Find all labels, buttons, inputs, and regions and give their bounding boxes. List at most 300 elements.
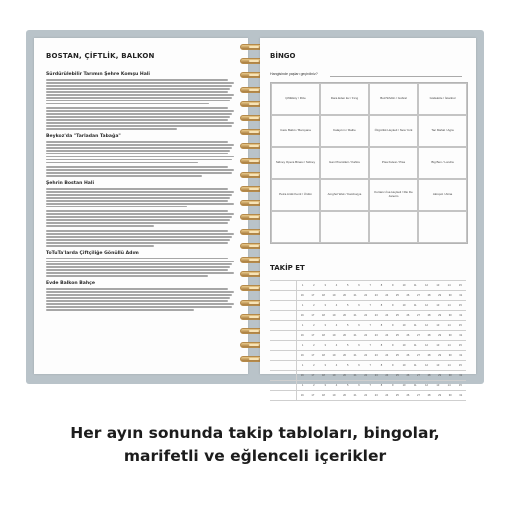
takip-day-cell[interactable]: 20 bbox=[343, 334, 346, 337]
takip-row-label[interactable] bbox=[270, 311, 297, 320]
takip-day-cell[interactable]: 26 bbox=[406, 314, 410, 317]
text-line bbox=[46, 222, 228, 224]
takip-day-cell[interactable]: 15 bbox=[458, 384, 462, 387]
text-line bbox=[46, 144, 234, 146]
takip-day-cell[interactable]: 29 bbox=[438, 294, 442, 297]
takip-day-cell[interactable]: 17 bbox=[311, 294, 315, 297]
takip-day-cell[interactable]: 12 bbox=[425, 284, 428, 287]
takip-day-cell[interactable]: 16 bbox=[300, 334, 304, 337]
takip-day-cell[interactable]: 14 bbox=[447, 324, 451, 327]
bingo-question: Hangisinde yaşları geçirdiniz? bbox=[270, 72, 318, 76]
takip-day-cell[interactable]: 30 bbox=[448, 334, 452, 337]
takip-day-cell[interactable]: 29 bbox=[438, 314, 442, 317]
takip-day-cell[interactable]: 2 bbox=[313, 344, 315, 347]
takip-day-cell[interactable]: 15 bbox=[458, 364, 462, 367]
takip-day-cell[interactable]: 20 bbox=[343, 374, 346, 377]
takip-day-cell[interactable]: 6 bbox=[358, 364, 360, 367]
takip-day-cell[interactable]: 4 bbox=[335, 344, 338, 347]
takip-day-cell[interactable]: 5 bbox=[346, 364, 349, 367]
takip-day-cell[interactable]: 15 bbox=[458, 304, 462, 307]
section-heading: Şehrin Bostan Hali bbox=[46, 180, 95, 186]
takip-day-cell[interactable]: 21 bbox=[353, 314, 357, 317]
takip-day-cell[interactable]: 9 bbox=[392, 324, 394, 327]
paragraph bbox=[46, 166, 236, 177]
bingo-cell[interactable]: Kalaycım / Raihe bbox=[320, 115, 369, 147]
takip-day-cell[interactable]: 10 bbox=[402, 284, 406, 287]
takip-day-cell[interactable]: 7 bbox=[369, 284, 371, 287]
takip-day-cell[interactable]: 28 bbox=[427, 394, 431, 397]
takip-day-cell[interactable]: 18 bbox=[321, 374, 325, 377]
text-line bbox=[46, 97, 232, 99]
text-line bbox=[46, 203, 234, 205]
takip-day-cell[interactable]: 23 bbox=[374, 314, 378, 317]
takip-day-cell[interactable]: 13 bbox=[436, 284, 440, 287]
section-heading: Sürdürülebilir Tarımın Şehre Komşu Hali bbox=[46, 72, 151, 77]
takip-day-cell[interactable]: 8 bbox=[380, 284, 383, 287]
text-line bbox=[46, 119, 228, 121]
takip-day-cell[interactable]: 5 bbox=[346, 384, 349, 387]
text-line bbox=[46, 230, 228, 232]
takip-day-cell[interactable]: 1 bbox=[301, 284, 304, 287]
takip-day-cell[interactable]: 8 bbox=[380, 344, 383, 347]
takip-row-label[interactable] bbox=[270, 371, 297, 380]
takip-day-cell[interactable]: 22 bbox=[364, 394, 368, 397]
takip-day-cell[interactable]: 8 bbox=[380, 364, 383, 367]
bingo-cell[interactable]: Buz/Sihölin / Gubral bbox=[369, 83, 418, 115]
paragraph bbox=[46, 188, 236, 208]
takip-day-cell[interactable]: 24 bbox=[385, 354, 389, 357]
takip-day-cell[interactable]: 8 bbox=[380, 304, 383, 307]
takip-day-cell[interactable]: 30 bbox=[448, 354, 452, 357]
text-line bbox=[46, 85, 232, 87]
bingo-cell[interactable]: Akropol / Atina bbox=[418, 179, 467, 211]
text-line bbox=[46, 200, 228, 202]
text-line bbox=[46, 88, 230, 90]
takip-day-cell[interactable]: 16 bbox=[300, 294, 304, 297]
takip-day-cell[interactable]: 11 bbox=[413, 324, 417, 327]
takip-day-cell[interactable]: 26 bbox=[406, 334, 410, 337]
takip-day-cell[interactable]: 21 bbox=[353, 334, 357, 337]
bingo-cell[interactable]: Güdeköle / İstanbul bbox=[418, 83, 467, 115]
takip-row bbox=[270, 280, 466, 290]
paragraph bbox=[46, 258, 236, 278]
text-line bbox=[46, 269, 228, 271]
takip-row bbox=[270, 370, 466, 380]
takip-day-cell[interactable]: 12 bbox=[425, 344, 428, 347]
takip-day-cell[interactable]: 19 bbox=[332, 314, 336, 317]
left-page-body bbox=[46, 68, 236, 314]
takip-day-cell[interactable]: 1 bbox=[301, 364, 304, 367]
takip-day-cell[interactable]: 25 bbox=[395, 314, 399, 317]
takip-day-cell[interactable]: 13 bbox=[436, 384, 440, 387]
paragraph bbox=[46, 288, 236, 310]
text-line bbox=[46, 82, 234, 84]
takip-day-cell[interactable]: 31 bbox=[459, 374, 463, 377]
text-line bbox=[46, 107, 228, 109]
takip-row-label[interactable] bbox=[270, 281, 297, 290]
takip-day-cell[interactable]: 25 bbox=[395, 354, 399, 357]
takip-day-cell[interactable]: 18 bbox=[321, 314, 325, 317]
takip-day-cell[interactable]: 29 bbox=[438, 394, 442, 397]
takip-day-cell[interactable]: 28 bbox=[427, 334, 431, 337]
takip-row-label[interactable] bbox=[270, 341, 297, 350]
takip-day-cell[interactable]: 3 bbox=[324, 304, 326, 307]
takip-day-cell[interactable]: 26 bbox=[406, 394, 410, 397]
takip-day-cell[interactable]: 15 bbox=[458, 344, 462, 347]
takip-day-cell[interactable]: 1 bbox=[301, 384, 304, 387]
text-line bbox=[46, 156, 234, 158]
takip-day-cell[interactable]: 13 bbox=[436, 324, 440, 327]
text-line bbox=[46, 91, 228, 93]
text-line bbox=[46, 206, 187, 208]
bingo-cell[interactable]: Petra Antik Kenti / Ürdün bbox=[271, 179, 320, 211]
takip-day-cell[interactable]: 2 bbox=[313, 384, 315, 387]
takip-row-label[interactable] bbox=[270, 351, 297, 360]
takip-day-cell[interactable]: 9 bbox=[392, 364, 394, 367]
takip-day-cell[interactable]: 29 bbox=[438, 374, 442, 377]
takip-day-cell[interactable]: 30 bbox=[448, 394, 452, 397]
bingo-cell[interactable]: Kurtarıcı İsa Heykeli / Rio De Janeiro bbox=[369, 179, 418, 211]
section-heading: Evde Balkon Bahçe bbox=[46, 281, 95, 287]
takip-day-cell[interactable]: 24 bbox=[385, 374, 389, 377]
takip-day-cell[interactable]: 11 bbox=[413, 364, 417, 367]
bingo-cell[interactable]: Cacu Baltıtı / Bamyana bbox=[271, 115, 320, 147]
takip-day-cell[interactable]: 28 bbox=[427, 374, 431, 377]
takip-day-cell[interactable]: 21 bbox=[353, 394, 357, 397]
takip-day-cell[interactable]: 15 bbox=[458, 284, 462, 287]
takip-day-cell[interactable]: 18 bbox=[321, 294, 325, 297]
text-line bbox=[46, 210, 228, 212]
text-line bbox=[46, 263, 232, 265]
takip-day-cell[interactable]: 9 bbox=[392, 344, 394, 347]
takip-day-cell[interactable]: 13 bbox=[436, 304, 440, 307]
takip-day-cell[interactable]: 23 bbox=[374, 354, 378, 357]
takip-day-cell[interactable]: 17 bbox=[311, 314, 315, 317]
paragraph bbox=[46, 230, 236, 247]
takip-day-cell[interactable]: 1 bbox=[301, 304, 304, 307]
takip-row-label[interactable] bbox=[270, 291, 297, 300]
bingo-cell[interactable] bbox=[271, 211, 320, 243]
takip-day-cell[interactable]: 3 bbox=[324, 364, 326, 367]
takip-day-cell[interactable]: 4 bbox=[335, 304, 338, 307]
takip-day-cell[interactable]: 31 bbox=[459, 334, 463, 337]
bingo-cell[interactable] bbox=[369, 211, 418, 243]
takip-day-cell[interactable]: 11 bbox=[413, 304, 417, 307]
text-line bbox=[46, 116, 230, 118]
text-line bbox=[46, 300, 228, 302]
text-line bbox=[46, 110, 234, 112]
takip-day-cell[interactable]: 26 bbox=[406, 374, 410, 377]
takip-day-cell[interactable]: 6 bbox=[358, 344, 360, 347]
takip-day-cell[interactable]: 23 bbox=[374, 374, 378, 377]
takip-day-cell[interactable]: 10 bbox=[402, 384, 406, 387]
takip-day-cell[interactable]: 19 bbox=[332, 294, 336, 297]
takip-day-cell[interactable]: 10 bbox=[402, 364, 406, 367]
takip-day-cell[interactable]: 14 bbox=[447, 364, 451, 367]
paragraph bbox=[46, 141, 236, 163]
takip-day-cell[interactable]: 19 bbox=[332, 394, 336, 397]
takip-day-cell[interactable]: 3 bbox=[324, 324, 326, 327]
takip-day-cell[interactable]: 5 bbox=[346, 284, 349, 287]
takip-day-cell[interactable]: 28 bbox=[427, 354, 431, 357]
takip-day-cell[interactable]: 23 bbox=[374, 294, 378, 297]
takip-day-cell[interactable]: 4 bbox=[335, 364, 338, 367]
bingo-cell[interactable]: Çiftlikköy / Rize bbox=[271, 83, 320, 115]
takip-day-cell[interactable]: 18 bbox=[321, 354, 325, 357]
takip-title: TAKİP ET bbox=[270, 264, 305, 272]
bingo-cell[interactable]: Pisa Kulesi / Pisa bbox=[369, 147, 418, 179]
takip-day-cell[interactable]: 6 bbox=[358, 284, 360, 287]
text-line bbox=[46, 261, 234, 263]
takip-day-cell[interactable]: 2 bbox=[313, 284, 315, 287]
takip-day-cell[interactable]: 1 bbox=[301, 324, 304, 327]
takip-day-cell[interactable]: 10 bbox=[402, 324, 406, 327]
takip-row bbox=[270, 380, 466, 390]
takip-day-cell[interactable]: 22 bbox=[364, 334, 368, 337]
takip-day-cell[interactable]: 15 bbox=[458, 324, 462, 327]
takip-day-cell[interactable]: 24 bbox=[385, 314, 389, 317]
bingo-answer-line bbox=[330, 76, 462, 77]
takip-day-cell[interactable]: 20 bbox=[343, 354, 346, 357]
text-line bbox=[46, 266, 230, 268]
takip-day-cell[interactable]: 24 bbox=[385, 334, 389, 337]
takip-day-cell[interactable]: 22 bbox=[364, 374, 368, 377]
takip-day-cell[interactable]: 24 bbox=[385, 394, 389, 397]
takip-day-cell[interactable]: 30 bbox=[448, 314, 452, 317]
takip-day-cell[interactable]: 2 bbox=[313, 304, 315, 307]
text-line bbox=[46, 294, 232, 296]
bingo-cell[interactable] bbox=[418, 211, 467, 243]
takip-row bbox=[270, 300, 466, 310]
takip-row-label[interactable] bbox=[270, 391, 297, 400]
takip-row bbox=[270, 350, 466, 360]
takip-row bbox=[270, 310, 466, 320]
paragraph bbox=[46, 107, 236, 129]
caption-line-2: marifetli ve eğlenceli içerikler bbox=[123, 447, 387, 465]
left-page-title: BOSTAN, ÇİFTLİK, BALKON bbox=[46, 52, 155, 60]
takip-day-cell[interactable]: 29 bbox=[438, 354, 442, 357]
bingo-title: BİNGO bbox=[270, 52, 296, 60]
takip-day-cell[interactable]: 11 bbox=[413, 384, 417, 387]
takip-day-cell[interactable]: 4 bbox=[335, 284, 338, 287]
takip-table bbox=[270, 280, 466, 401]
takip-day-cell[interactable]: 8 bbox=[380, 324, 383, 327]
bingo-cell[interactable]: Gan Piramitleri / Kahire bbox=[320, 147, 369, 179]
takip-day-cell[interactable]: 14 bbox=[447, 384, 451, 387]
takip-day-cell[interactable]: 9 bbox=[392, 304, 394, 307]
takip-day-cell[interactable]: 2 bbox=[313, 364, 315, 367]
takip-day-cell[interactable]: 23 bbox=[374, 334, 378, 337]
text-line bbox=[46, 159, 232, 161]
takip-day-cell[interactable]: 7 bbox=[369, 384, 371, 387]
takip-day-cell[interactable]: 12 bbox=[425, 384, 428, 387]
takip-day-cell[interactable]: 12 bbox=[425, 364, 428, 367]
takip-day-cell[interactable]: 25 bbox=[395, 374, 399, 377]
takip-day-cell[interactable]: 13 bbox=[436, 364, 440, 367]
bingo-cell[interactable] bbox=[320, 211, 369, 243]
takip-day-cell[interactable]: 31 bbox=[459, 294, 463, 297]
left-page bbox=[34, 38, 248, 374]
takip-day-cell[interactable]: 30 bbox=[448, 374, 452, 377]
text-line bbox=[46, 239, 230, 241]
section-heading: Beykoz'da "Tarladan Tabağa" bbox=[46, 133, 121, 139]
takip-day-cell[interactable]: 25 bbox=[395, 334, 399, 337]
bingo-cell[interactable]: Dara Eden Ev / Fırıg bbox=[320, 83, 369, 115]
text-line bbox=[46, 94, 234, 96]
takip-day-cell[interactable]: 4 bbox=[335, 384, 338, 387]
takip-day-cell[interactable]: 19 bbox=[332, 334, 336, 337]
takip-day-cell[interactable]: 31 bbox=[459, 314, 463, 317]
text-line bbox=[46, 153, 228, 155]
text-line bbox=[46, 125, 232, 127]
takip-day-cell[interactable]: 4 bbox=[335, 324, 338, 327]
takip-day-cell[interactable]: 7 bbox=[369, 364, 371, 367]
text-line bbox=[46, 191, 234, 193]
takip-row bbox=[270, 320, 466, 330]
takip-day-cell[interactable]: 17 bbox=[311, 374, 315, 377]
takip-day-cell[interactable]: 16 bbox=[300, 314, 304, 317]
takip-day-cell[interactable]: 3 bbox=[324, 384, 326, 387]
takip-day-cell[interactable]: 22 bbox=[364, 314, 368, 317]
takip-day-cell[interactable]: 9 bbox=[392, 284, 394, 287]
takip-day-cell[interactable]: 20 bbox=[343, 314, 346, 317]
text-line bbox=[46, 258, 228, 260]
takip-day-cell[interactable]: 25 bbox=[395, 294, 399, 297]
takip-day-cell[interactable]: 13 bbox=[436, 344, 440, 347]
takip-day-cell[interactable]: 27 bbox=[417, 294, 420, 297]
takip-day-cell[interactable]: 8 bbox=[380, 384, 383, 387]
takip-day-cell[interactable]: 27 bbox=[417, 394, 420, 397]
takip-day-cell[interactable]: 12 bbox=[425, 304, 428, 307]
text-line bbox=[46, 297, 230, 299]
text-line bbox=[46, 219, 230, 221]
text-line bbox=[46, 150, 230, 152]
text-line bbox=[46, 288, 228, 290]
takip-row-label[interactable] bbox=[270, 331, 297, 340]
takip-day-cell[interactable]: 2 bbox=[313, 324, 315, 327]
text-line bbox=[46, 128, 177, 130]
text-line bbox=[46, 225, 154, 227]
takip-day-cell[interactable]: 21 bbox=[353, 294, 357, 297]
bingo-cell[interactable]: Amghol Wek / Kambuçya bbox=[320, 179, 369, 211]
takip-day-cell[interactable]: 9 bbox=[392, 384, 394, 387]
takip-day-cell[interactable]: 22 bbox=[364, 294, 368, 297]
takip-day-cell[interactable]: 21 bbox=[353, 374, 357, 377]
takip-day-cell[interactable]: 11 bbox=[413, 344, 417, 347]
text-line bbox=[46, 166, 228, 168]
takip-day-cell[interactable]: 20 bbox=[343, 394, 346, 397]
bingo-grid bbox=[270, 82, 468, 244]
takip-day-cell[interactable]: 1 bbox=[301, 344, 304, 347]
caption-line-1: Her ayın sonunda takip tabloları, bingolar, bbox=[70, 424, 440, 442]
bingo-cell[interactable]: Sidney Opera Binası / Sidney bbox=[271, 147, 320, 179]
takip-day-cell[interactable]: 28 bbox=[427, 314, 431, 317]
takip-day-cell[interactable]: 27 bbox=[417, 374, 420, 377]
takip-day-cell[interactable]: 17 bbox=[311, 394, 315, 397]
takip-row-label[interactable] bbox=[270, 361, 297, 370]
takip-day-cell[interactable]: 7 bbox=[369, 324, 371, 327]
takip-day-cell[interactable]: 14 bbox=[447, 304, 451, 307]
text-line bbox=[46, 309, 194, 311]
text-line bbox=[46, 216, 232, 218]
takip-day-cell[interactable]: 7 bbox=[369, 304, 371, 307]
text-line bbox=[46, 162, 198, 164]
takip-day-cell[interactable]: 5 bbox=[346, 304, 349, 307]
takip-day-cell[interactable]: 24 bbox=[385, 294, 389, 297]
right-page bbox=[260, 38, 476, 397]
takip-day-cell[interactable]: 26 bbox=[406, 294, 410, 297]
takip-day-cell[interactable]: 28 bbox=[427, 294, 431, 297]
bingo-cell[interactable]: Özgürlük Heykeli / New York bbox=[369, 115, 418, 147]
takip-day-cell[interactable]: 21 bbox=[353, 354, 357, 357]
text-line bbox=[46, 188, 228, 190]
takip-day-cell[interactable]: 17 bbox=[311, 354, 315, 357]
takip-day-cell[interactable]: 6 bbox=[358, 324, 360, 327]
caption bbox=[0, 422, 510, 468]
takip-day-cell[interactable]: 17 bbox=[311, 334, 315, 337]
bingo-cell[interactable]: Big Ben / Londra bbox=[418, 147, 467, 179]
takip-row-label[interactable] bbox=[270, 301, 297, 310]
bingo-cell[interactable]: Tac Mahal / Agra bbox=[418, 115, 467, 147]
takip-day-cell[interactable]: 23 bbox=[374, 394, 378, 397]
takip-day-cell[interactable]: 10 bbox=[402, 304, 406, 307]
text-line bbox=[46, 100, 230, 102]
takip-day-cell[interactable]: 26 bbox=[406, 354, 410, 357]
takip-row-label[interactable] bbox=[270, 381, 297, 390]
text-line bbox=[46, 306, 232, 308]
takip-row-label[interactable] bbox=[270, 321, 297, 330]
text-line bbox=[46, 194, 232, 196]
takip-day-cell[interactable]: 19 bbox=[332, 374, 336, 377]
takip-day-cell[interactable]: 6 bbox=[358, 384, 360, 387]
takip-day-cell[interactable]: 27 bbox=[417, 314, 420, 317]
takip-day-cell[interactable]: 16 bbox=[300, 354, 304, 357]
takip-day-cell[interactable]: 27 bbox=[417, 334, 420, 337]
takip-day-cell[interactable]: 14 bbox=[447, 284, 451, 287]
takip-row bbox=[270, 290, 466, 300]
takip-day-cell[interactable]: 22 bbox=[364, 354, 368, 357]
text-line bbox=[46, 272, 234, 274]
takip-day-cell[interactable]: 20 bbox=[343, 294, 346, 297]
takip-day-cell[interactable]: 25 bbox=[395, 394, 399, 397]
takip-day-cell[interactable]: 16 bbox=[300, 394, 304, 397]
takip-day-cell[interactable]: 27 bbox=[417, 354, 420, 357]
takip-day-cell[interactable]: 14 bbox=[447, 344, 451, 347]
takip-day-cell[interactable]: 7 bbox=[369, 344, 371, 347]
takip-day-cell[interactable]: 5 bbox=[346, 344, 349, 347]
takip-day-cell[interactable]: 10 bbox=[402, 344, 406, 347]
text-line bbox=[46, 291, 234, 293]
takip-day-cell[interactable]: 3 bbox=[324, 344, 326, 347]
paragraph bbox=[46, 210, 236, 227]
takip-day-cell[interactable]: 18 bbox=[321, 394, 325, 397]
takip-day-cell[interactable]: 3 bbox=[324, 284, 326, 287]
takip-day-cell[interactable]: 18 bbox=[321, 334, 325, 337]
takip-day-cell[interactable]: 31 bbox=[459, 394, 463, 397]
text-line bbox=[46, 103, 209, 105]
text-line bbox=[46, 141, 228, 143]
takip-day-cell[interactable]: 16 bbox=[300, 374, 304, 377]
takip-day-cell[interactable]: 12 bbox=[425, 324, 428, 327]
takip-day-cell[interactable]: 31 bbox=[459, 354, 463, 357]
text-line bbox=[46, 236, 232, 238]
takip-day-cell[interactable]: 29 bbox=[438, 334, 442, 337]
takip-day-cell[interactable]: 11 bbox=[413, 284, 417, 287]
takip-day-cell[interactable]: 6 bbox=[358, 304, 360, 307]
takip-day-cell[interactable]: 19 bbox=[332, 354, 336, 357]
takip-day-cell[interactable]: 5 bbox=[346, 324, 349, 327]
takip-day-cell[interactable]: 30 bbox=[448, 294, 452, 297]
